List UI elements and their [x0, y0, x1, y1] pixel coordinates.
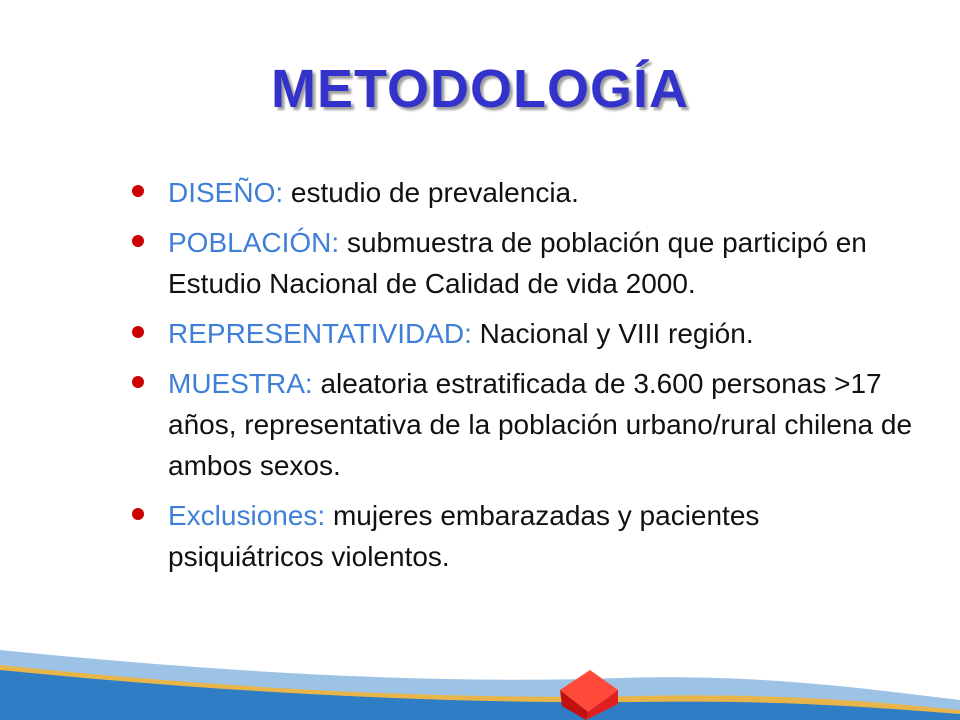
- red-dot-bullet-icon: [132, 508, 144, 520]
- bullet-text: estudio de prevalencia.: [283, 177, 579, 208]
- red-dot-bullet-icon: [132, 326, 144, 338]
- footer-wave-decoration: [0, 630, 960, 720]
- bullet-item-diseno: [130, 172, 920, 213]
- red-dot-bullet-icon: [132, 376, 144, 388]
- red-dot-bullet-icon: [132, 235, 144, 247]
- bullet-item-exclusiones: [130, 495, 920, 577]
- bullet-text: mujeres embarazadas y pacientes psiquiátricos violentos.: [168, 500, 760, 572]
- bullet-label: REPRESENTATIVIDAD:: [168, 318, 472, 349]
- bullet-text: aleatoria estratificada de 3.600 personas >17 años, representativa de la población urbano/rural chilena de ambos sexos.: [168, 368, 913, 481]
- bullet-list: [130, 172, 920, 586]
- bullet-label: MUESTRA:: [168, 368, 313, 399]
- bullet-text: Nacional y VIII región.: [471, 318, 754, 349]
- bullet-item-representatividad: [130, 313, 920, 354]
- bullet-label: POBLACIÓN:: [168, 227, 340, 258]
- bullet-label: Exclusiones:: [168, 500, 326, 531]
- slide-title: METODOLOGÍA: [270, 59, 689, 119]
- bullet-item-muestra: [130, 363, 920, 486]
- bullet-item-poblacion: [130, 222, 920, 304]
- red-dot-bullet-icon: [132, 185, 144, 197]
- bullet-label: DISEÑO:: [168, 177, 284, 208]
- bullet-text: submuestra de población que participó en Estudio Nacional de Calidad de vida 2000.: [168, 227, 867, 299]
